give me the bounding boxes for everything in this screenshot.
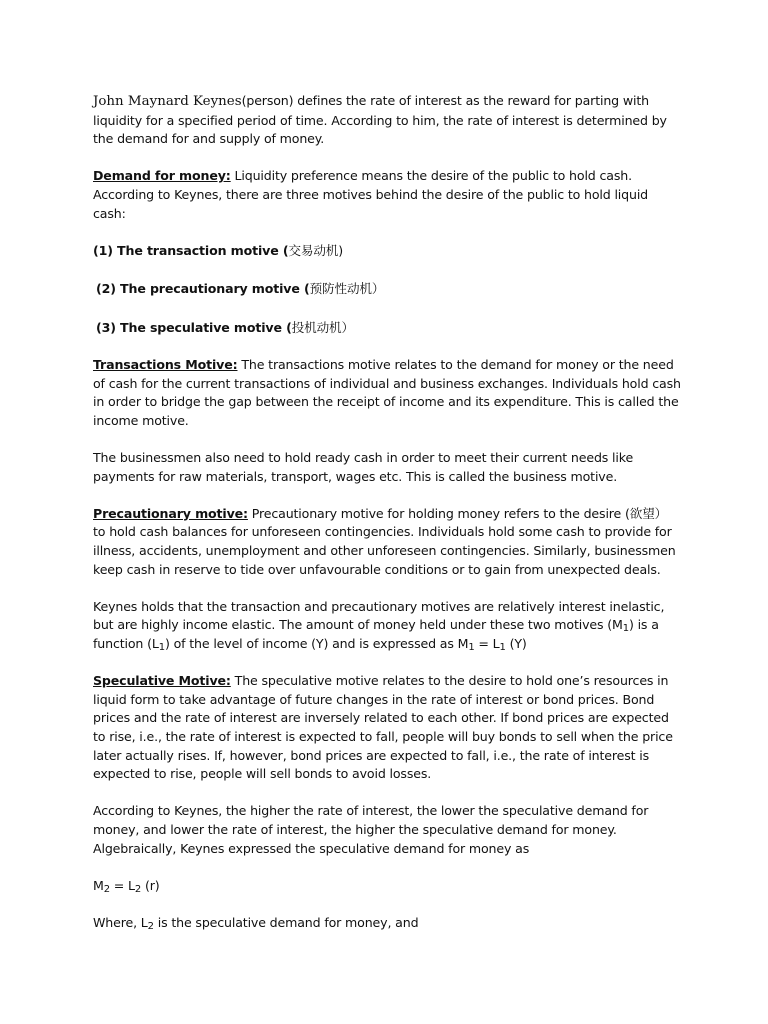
precautionary-heading: Precautionary motive:: [93, 505, 248, 521]
transactions-heading: Transactions Motive:: [93, 357, 238, 373]
speculative-paragraph: [93, 672, 683, 784]
speculative-text: The speculative motive relates to the desire to hold one’s resources in liquid form to take advantage of future changes in the rate of interest or bond prices. Bond prices and the rate of interest are inversely related to each other. If bond prices are expected to rise, i.e., the rate of interest is expected to fall, people will buy bonds to sell when the price later actually rises. If, however, bond prices are expected to fall, i.e., the rate of interest is expected to rise, people will sell bonds to avoid losses.: [93, 673, 673, 782]
motive-item-2: (2) The precautionary motive (预防性动机）: [96, 281, 385, 297]
author-name: John Maynard Keynes: [93, 94, 242, 109]
speculative-heading: Speculative Motive:: [93, 673, 231, 689]
motive-item-1: (1) The transaction motive (交易动机): [93, 242, 343, 258]
demand-heading: Demand for money:: [93, 168, 231, 184]
intro-paragraph: [93, 92, 683, 149]
transactions-paragraph: [93, 356, 683, 430]
precautionary-paragraph: Precautionary motive: Precautionary motive for holding money refers to the desire (欲望） to hold cash balances for unforeseen contingencies. Individuals hold some cash to provide for illness, accidents, unemployment and other unforeseen contingencies. Similarly, businessmen keep cash in reserve to tide over unfavourable conditions or to gain from unexpected deals.: [93, 505, 676, 577]
demand-text: Liquidity preference means the desire of the public to hold cash. According to Keynes, there are three motives behind the desire of the public to hold liquid cash:: [93, 168, 649, 221]
demand-paragraph: [93, 167, 683, 223]
where-line: Where, $L_2$ is the speculative demand for money, and: [93, 914, 419, 932]
formula-line: $M_2 = L_2$ (r): [93, 877, 160, 895]
document-page: [93, 92, 683, 933]
business-paragraph: The businessmen also need to hold ready cash in order to meet their current needs like payments for raw materials, transport, wages etc. This is called the business motive.: [93, 450, 634, 484]
according-paragraph: According to Keynes, the higher the rate of interest, the lower the speculative demand for money, and lower the rate of interest, the higher the speculative demand for money. Algebraically, Keynes expressed the speculative demand for money as: [93, 803, 649, 856]
motive-item-3: (3) The speculative motive (投机动机）: [96, 319, 354, 335]
keynes-holds-paragraph: Keynes holds that the transaction and precautionary motives are relatively interest inelastic, but are highly income elastic. The amount of money held under these two motives $(M_1)$ is a function $(L_1)$ of the level of income (Y) and is expressed as $M_1 = L_1$ (Y): [93, 598, 665, 654]
intro-text: (person) defines the rate of interest as the reward for parting with liquidity for a specified period of time. According to him, the rate of interest is determined by the demand for and supply of money.: [93, 93, 667, 147]
transactions-text: The transactions motive relates to the demand for money or the need of cash for the current transactions of individual and business exchanges. Individuals hold cash in order to bridge the gap between the receipt of income and its expenditure. This is called the income motive.: [93, 357, 681, 428]
